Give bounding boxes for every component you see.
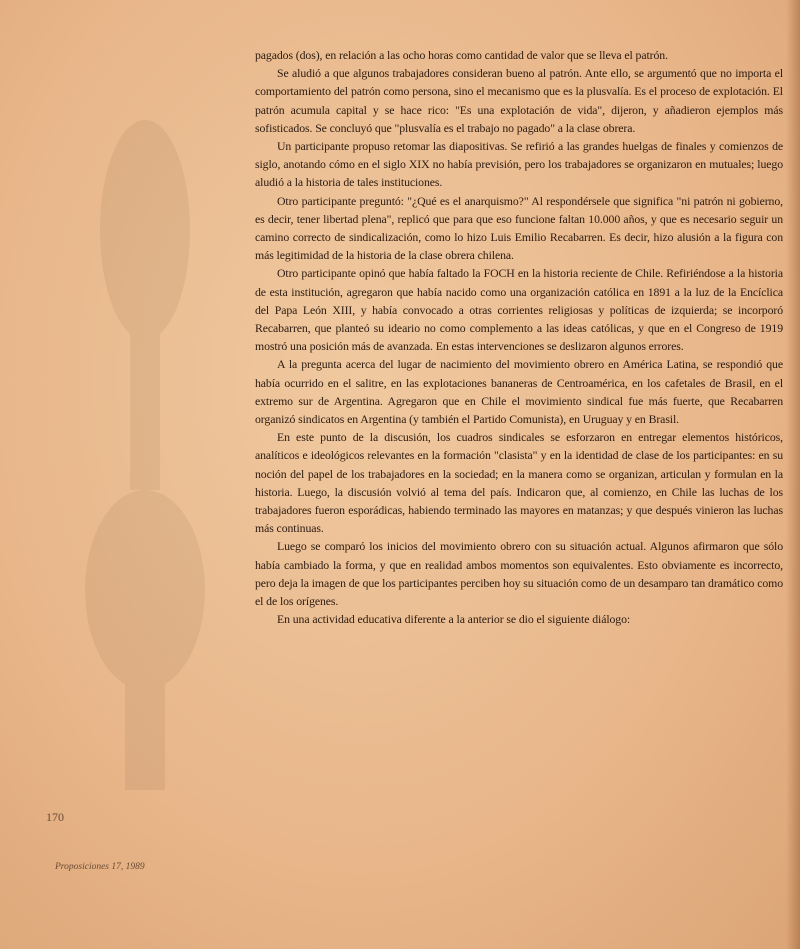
paragraph: Se aludió a que algunos trabajadores consideran bueno al patrón. Ante ello, se argumentó que no importa el comportamiento del patrón como persona, sino el mecanismo que es la plusvalía. Es el proceso de explotación. El patrón acumula capital y se hace rico: "Es una explotación de vida", dijeron, y añadieron ejemplos más sofisticados. Se concluyó que "plusvalía es el trabajo no pagado" a la clase obrera. (255, 66, 783, 135)
page-edge-shadow (786, 0, 800, 949)
body-text (255, 46, 783, 629)
faded-figure-watermark (70, 110, 220, 810)
paragraph: Un participante propuso retomar las diapositivas. Se refirió a las grandes huelgas de finales y comienzos de siglo, anotando cómo en el siglo XIX no había previsión, pero los trabajadores se organizaron en mutuales; luego aludió a la historia de tales instituciones. (255, 139, 783, 190)
paragraph: A la pregunta acerca del lugar de nacimiento del movimiento obrero en América Latina, se respondió que había ocurrido en el salitre, en las explotaciones bananeras de Centroamérica, en los cafetales de Brasil, en el extremo sur de Argentina. Agregaron que en Chile el movimiento sindical fue más fuerte, que Recabarren organizó sindicatos en Argentina (y también el Partido Comunista), en Uruguay y en Brasil. (255, 357, 783, 427)
page-number: 170 (46, 810, 64, 824)
paragraph: En una actividad educativa diferente a la anterior se dio el siguiente diálogo: (277, 612, 631, 627)
paragraph: Otro participante opinó que había faltado la FOCH en la historia reciente de Chile. Refiriéndose a la historia de esta institución, agregaron que había nacido como una organización católica en 1891 a la luz de la Encíclica del Papa León XIII, y había convocado a otras corrientes religiosas y políticas de izquierda; se incorporó Recabarren, que planteó su ideario no como complemento a las ideas católicas, y que en el Congreso de 1919 mostró una posición más de avanzada. En estas intervenciones se deslizaron algunos errores. (255, 266, 783, 354)
paragraph: Otro participante preguntó: "¿Qué es el anarquismo?" Al respondérsele que significa "ni patrón ni gobierno, es decir, tener libertad plena", replicó que para que eso funcione faltan 10.000 años, y que es necesario seguir un camino correcto de sindicalización, como lo hizo Luis Emilio Recabarren. Es decir, hizo alusión a la figura con más legitimidad de la historia de la clase obrera chilena. (255, 193, 783, 263)
paragraph: pagados (dos), en relación a las ocho horas como cantidad de valor que se lleva el patrón. (255, 48, 668, 62)
paragraph: Luego se comparó los inicios del movimiento obrero con su situación actual. Algunos afirmaron que sólo había cambiado la forma, y que en realidad ambos momentos son equivalentes. Esto obviamente es incorrecto, pero deja la imagen de que los participantes perciben hoy su situación como de un desamparo tan dramático como el de los orígenes. (255, 539, 783, 609)
journal-footer: Proposiciones 17, 1989 (55, 862, 145, 872)
paragraph: En este punto de la discusión, los cuadros sindicales se esforzaron en entregar elementos históricos, analíticos e ideológicos relevantes en la formación "clasista" y en la identidad de clase de los participantes: en su noción del papel de los trabajadores en la sociedad; en la manera como se organizan, articulan y formulan en la historia. Luego, la discusión volvió al tema del país. Indicaron que, al comienzo, en Chile las luchas de los trabajadores fueron esporádicas, habiendo terminado las mayores en matanzas; y que después vinieron las luchas más continuas. (255, 430, 783, 536)
